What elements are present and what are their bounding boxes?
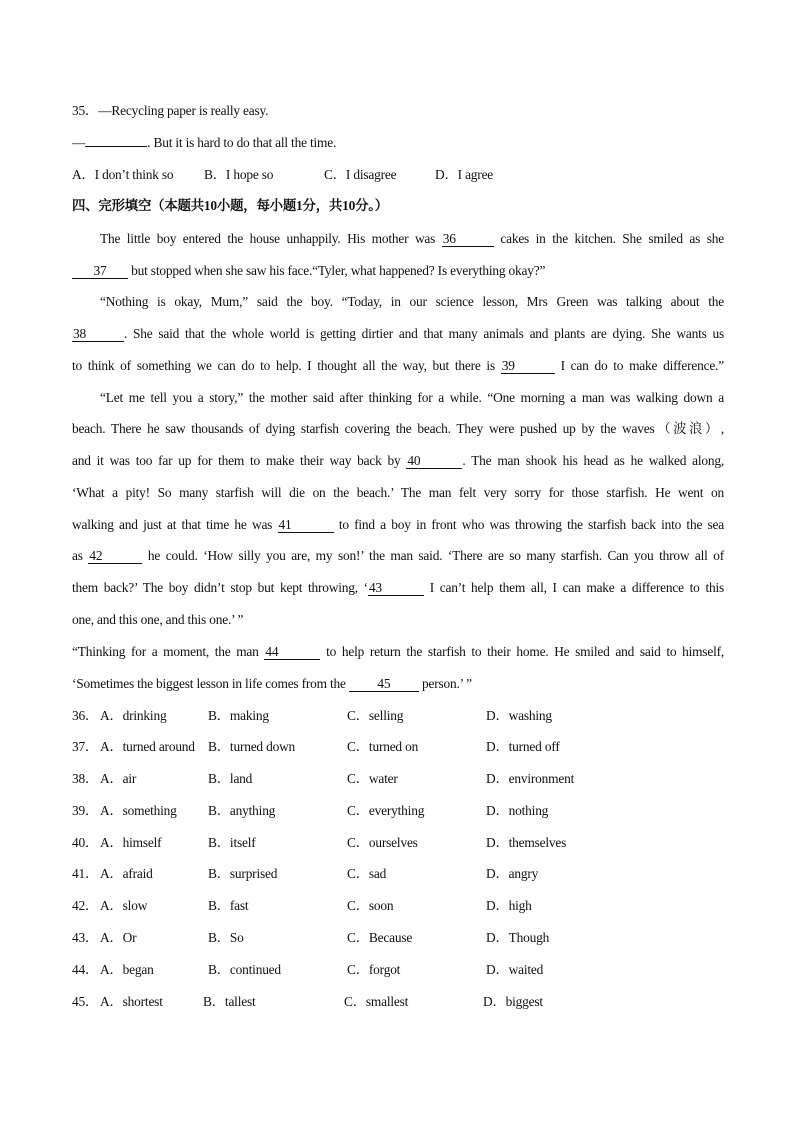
choice-number: 42． <box>72 898 99 913</box>
q35-option-c: C．I disagree <box>324 167 397 182</box>
passage-text: . The man shook his head as he walked along, <box>462 453 724 468</box>
choice-option-b: B．So <box>208 930 244 945</box>
q35-option-d: D．I agree <box>435 167 494 182</box>
choice-option-a: A．slow <box>100 898 148 913</box>
q35-reply-dash: — <box>72 135 86 150</box>
choice-option-d: D．angry <box>486 866 539 881</box>
choice-option-a: A．began <box>100 962 154 977</box>
choice-option-c: C．forgot <box>347 962 401 977</box>
choice-option-d: D．turned off <box>486 739 560 754</box>
passage-line-9: ‘What a pity! So many starfish will die on the beach.’ The man felt very sorry for those starfish. He went on <box>72 485 724 500</box>
choice-option-c: C．sad <box>347 866 387 881</box>
choice-number: 40． <box>72 835 99 850</box>
passage-text: The little boy entered the house unhappily. His mother was <box>100 231 442 246</box>
choice-option-a: A．himself <box>100 835 162 850</box>
choice-number: 43． <box>72 930 99 945</box>
passage-text: as <box>72 548 89 563</box>
passage-line-13: one, and this one, and this one.’ ” <box>72 612 244 627</box>
choice-option-c: C．smallest <box>344 994 409 1009</box>
choice-option-a: A．Or <box>100 930 137 945</box>
choice-option-b: B．land <box>208 771 253 786</box>
blank-45: 45 <box>349 677 419 692</box>
choice-option-a: A．drinking <box>100 708 167 723</box>
choice-option-c: C．Because <box>347 930 413 945</box>
choice-number: 37． <box>72 739 99 754</box>
choice-option-b: B．itself <box>208 835 256 850</box>
choice-number: 45． <box>72 994 99 1009</box>
blank-38: 38 <box>72 327 124 342</box>
choice-option-c: C．turned on <box>347 739 419 754</box>
choice-option-c: C．water <box>347 771 398 786</box>
blank-36: 36 <box>442 232 494 247</box>
choice-option-a: A．turned around <box>100 739 195 754</box>
passage-text: . She said that the whole world is getting dirtier and that many animals and plants are dying. She wants us <box>124 326 724 341</box>
passage-line-7: beach. There he saw thousands of dying starfish covering the beach. They were pushed up by the waves（波浪）, <box>72 421 724 436</box>
passage-text: to help return the starfish to their home. He smiled and said to himself, <box>320 644 724 659</box>
passage-line-3: “Nothing is okay, Mum,” said the boy. “Today, in our science lesson, Mrs Green was talking about the <box>100 294 724 309</box>
passage-line-15 <box>72 676 724 692</box>
passage-text: cakes in the kitchen. She smiled as she <box>493 231 725 246</box>
q35-reply-text: . But it is hard to do that all the time. <box>147 135 337 150</box>
choice-number: 39． <box>72 803 99 818</box>
choice-option-a: A．afraid <box>100 866 153 881</box>
choice-option-b: B．making <box>208 708 269 723</box>
blank-40: 40 <box>406 454 462 469</box>
choice-number: 38． <box>72 771 99 786</box>
choice-option-d: D．biggest <box>483 994 543 1009</box>
passage-text: I can do to make difference.” <box>554 358 724 373</box>
choice-option-b: B．tallest <box>203 994 256 1009</box>
passage-line-12 <box>72 580 724 596</box>
choice-option-d: D．washing <box>486 708 552 723</box>
q35-reply <box>72 135 724 151</box>
choice-option-b: B．continued <box>208 962 281 977</box>
passage-text: them back?’ The boy didn’t stop but kept throwing, ‘ <box>72 580 368 595</box>
choice-option-d: D．high <box>486 898 532 913</box>
choice-option-d: D．environment <box>486 771 575 786</box>
passage-line-4 <box>72 326 724 342</box>
passage-line-6: “Let me tell you a story,” the mother said after thinking for a while. “One morning a man was walking down a <box>100 390 724 405</box>
passage-line-5 <box>72 358 724 374</box>
passage-line-10 <box>72 517 724 533</box>
choice-number: 44． <box>72 962 99 977</box>
choice-option-d: D．themselves <box>486 835 567 850</box>
choice-option-a: A．air <box>100 771 137 786</box>
passage-text: and it was too far up for them to make their way back by <box>72 453 407 468</box>
section-heading: 四、完形填空（本题共10小题，每小题1分，共10分。） <box>72 198 388 213</box>
passage-text: ‘Sometimes the biggest lesson in life comes from the <box>72 676 349 691</box>
q35-option-a: A．I don’t think so <box>72 167 174 182</box>
choice-option-c: C．ourselves <box>347 835 418 850</box>
passage-line-14 <box>72 644 724 660</box>
passage-text: walking and just at that time he was <box>72 517 278 532</box>
passage-text: but stopped when she saw his face.“Tyler, what happened? Is everything okay?” <box>128 263 546 278</box>
passage-line-1 <box>100 231 724 247</box>
blank-41: 41 <box>278 518 334 533</box>
choice-option-b: B．surprised <box>208 866 278 881</box>
passage-text: he could. ‘How silly you are, my son!’ the man said. ‘There are so many starfish. Can you throw all of <box>142 548 724 563</box>
blank-39: 39 <box>501 359 555 374</box>
choice-option-c: C．selling <box>347 708 404 723</box>
passage-line-2 <box>72 263 724 279</box>
passage-line-8 <box>72 453 724 469</box>
blank-37: 37 <box>72 264 128 279</box>
q35-prompt: 35．—Recycling paper is really easy. <box>72 103 269 118</box>
passage-text: to think of something we can do to help. I thought all the way, but there is <box>72 358 501 373</box>
choice-option-d: D．nothing <box>486 803 549 818</box>
choice-option-b: B．fast <box>208 898 249 913</box>
choice-number: 41． <box>72 866 99 881</box>
passage-line-11 <box>72 548 724 564</box>
choice-option-a: A．shortest <box>100 994 163 1009</box>
choice-option-d: D．Though <box>486 930 550 945</box>
choice-option-a: A．something <box>100 803 177 818</box>
passage-text: person.’ ” <box>418 676 472 691</box>
passage-text: “Thinking for a moment, the man <box>72 644 265 659</box>
blank-44: 44 <box>264 645 320 660</box>
blank-42: 42 <box>88 549 142 564</box>
blank-43: 43 <box>368 581 424 596</box>
passage-text: to find a boy in front who was throwing the starfish back into the sea <box>333 517 724 532</box>
choice-option-d: D．waited <box>486 962 544 977</box>
choice-option-c: C．soon <box>347 898 394 913</box>
choice-option-b: B．anything <box>208 803 276 818</box>
passage-text: I can’t help them all, I can make a difference to this <box>423 580 724 595</box>
choice-number: 36． <box>72 708 99 723</box>
q35-blank <box>85 146 147 147</box>
q35-option-b: B．I hope so <box>204 167 274 182</box>
choice-option-b: B．turned down <box>208 739 296 754</box>
choice-option-c: C．everything <box>347 803 425 818</box>
